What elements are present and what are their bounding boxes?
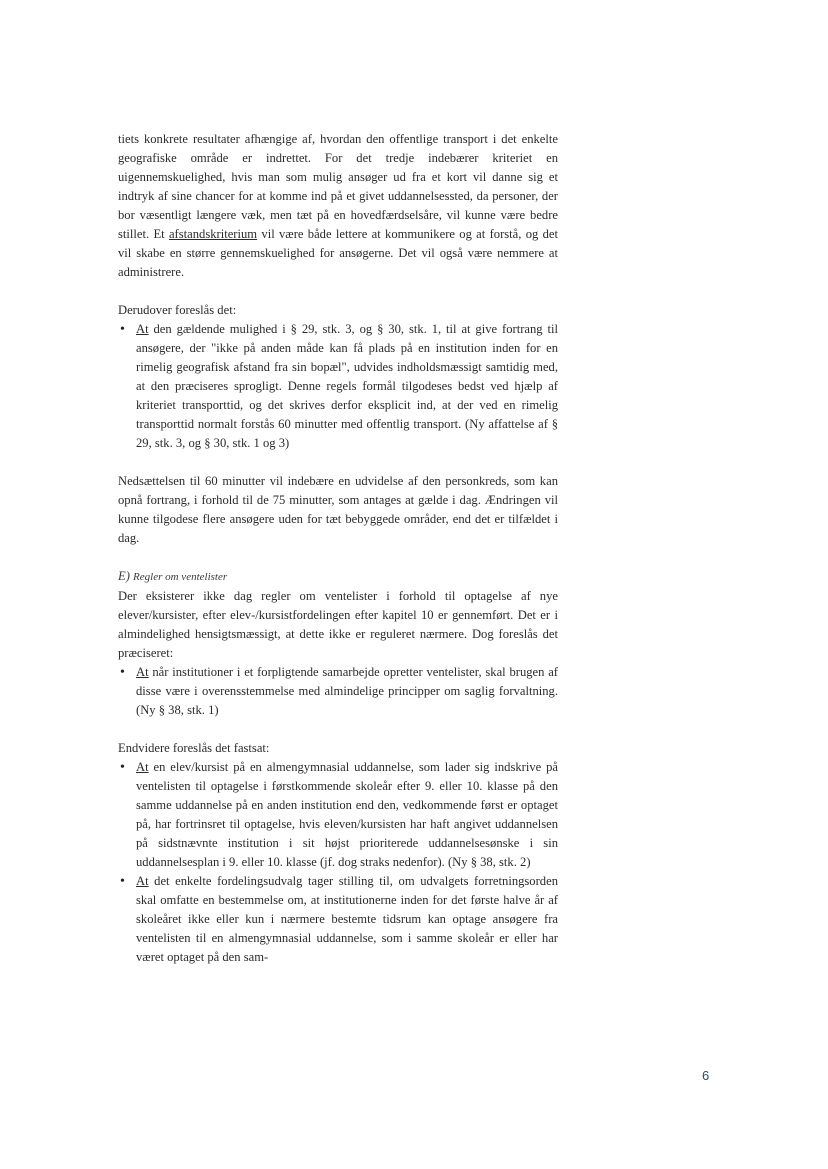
paragraph-ventelister: Der eksisterer ikke dag regler om ventelister i forhold til optagelse af nye elever/kursister, efter elev-/kursistfordelingen efter kapitel 10 er gennemført. Det er i almindelighed hensigtsmæssigt, at dette ikke er reguleret nærmere. Dog foreslås det præciseret:	[118, 589, 558, 660]
list-item	[118, 758, 558, 872]
list-item	[118, 663, 558, 720]
underlined-term: At	[136, 760, 149, 774]
paragraph-intro-endvidere: Endvidere foreslås det fastsat:	[118, 741, 270, 755]
bullet-list-fortrang	[118, 320, 558, 453]
underlined-term: afstandskriterium	[168, 227, 258, 241]
paragraph-intro-derudover: Derudover foreslås det:	[118, 303, 237, 317]
bullet-list-fastsat	[118, 758, 558, 967]
body-text	[118, 130, 558, 967]
list-item	[118, 320, 558, 453]
list-item-text: når institutioner i et forpligtende samarbejde opretter ventelister, skal brugen af disse være i overensstemmelse med almindelige principper om saglig forvaltning. (Ny § 38, stk. 1)	[136, 665, 558, 717]
page-number: 6	[702, 1068, 710, 1083]
paragraph-text: tiets konkrete resultater afhængige af, hvordan den offentlige transport i det enkelte geografiske område er indrettet. For det tredje indebærer kriteriet en uigennemskuelighed, hvis man som mulig ansøger ud fra et kort vil danne sig et indtryk af sine chancer for at komme ind på et givet uddannelsessted, da personer, der bor væsentligt længere væk, men tæt på en hovedfærdselsåre, vil kunne være bedre stillet.	[118, 132, 558, 241]
section-letter: E)	[118, 569, 130, 583]
section-heading-e	[118, 567, 558, 587]
paragraph-nedsaettelse: Nedsættelsen til 60 minutter vil indebære en udvidelse af den personkreds, som kan opnå fortrang, i forhold til de 75 minutter, som antages at gælde i dag. Ændringen vil kunne tilgodese flere ansøgere uden for tæt bebyggede områder, end det er tilfældet i dag.	[118, 474, 558, 545]
bullet-list-ventelister	[118, 663, 558, 720]
underlined-term: At	[136, 665, 149, 679]
paragraph-text: Et	[153, 227, 169, 241]
paragraph-text: vil være både lettere at kommunikere og at forstå, og det vil skabe en større gennemskuelighed for ansøgerne. Det vil også være nemmere at administrere.	[118, 227, 558, 279]
list-item-text: den gældende mulighed i § 29, stk. 3, og § 30, stk. 1, til at give fortrang til ansøgere, der "ikke på anden måde kan få plads på en institution inden for en rimelig geografisk afstand fra sin bopæl", udvides indholdsmæssigt samtidig med, at den præciseres sprogligt. Denne regels formål tilgodeses bedst ved hjælp af kriteriet transporttid, og det skrives derfor eksplicit ind, at der ved en rimelig transporttid normalt forstås 60 minutter med offentlig transport. (Ny affattelse af § 29, stk. 3, og § 30, stk. 1 og 3)	[136, 322, 558, 450]
list-item	[118, 872, 558, 967]
underlined-term: At	[136, 874, 149, 888]
list-item-text: en elev/kursist på en almengymnasial uddannelse, som lader sig indskrive på ventelisten til optagelse i førstkommende skoleår efter 9. eller 10. klasse på den samme uddannelse på en anden institution end den, vedkommende først er optaget på, har fortrinsret til optagelse, hvis eleven/kursisten har haft angivet uddannelsen på sidstnævnte institution i sit højst prioriterede uddannelsesønske i sin uddannelsesplan i 9. eller 10. klasse (jf. dog straks nedenfor). (Ny § 38, stk. 2)	[136, 760, 558, 869]
list-item-text: det enkelte fordelingsudvalg tager stilling til, om udvalgets forretningsorden skal omfatte en bestemmelse om, at institutionerne inden for det første halve år af skoleåret ikke eller kun i nærmere bestemte tidsrum kan optage ansøgere fra ventelisten til en almengymnasial uddannelse, som i samme skoleår er eller har været optaget på den sam-	[136, 874, 558, 964]
section-title: Regler om ventelister	[133, 571, 228, 583]
paragraph-transport-criterion	[118, 130, 558, 282]
underlined-term: At	[136, 322, 149, 336]
